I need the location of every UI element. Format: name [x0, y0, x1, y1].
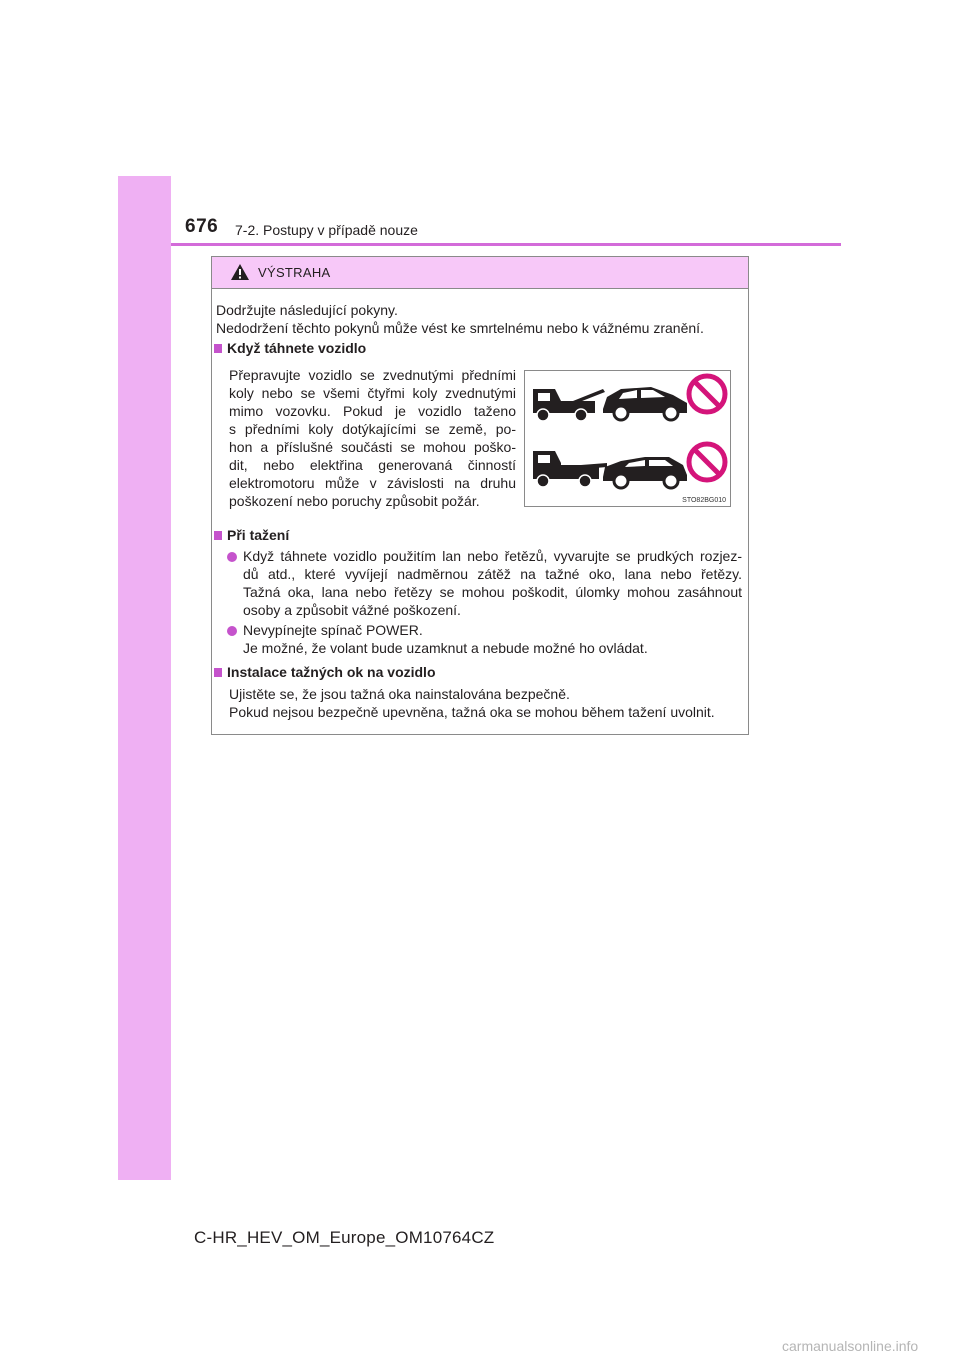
item-line: Když táhnete vozidlo použitím lan nebo řetězů, vyvarujte se prudkých rozjez- — [243, 548, 742, 564]
section-heading-tow-eyelets: Instalace tažných ok na vozidlo — [214, 664, 436, 680]
towing-illustration — [524, 370, 731, 507]
paragraph-line: poškození nebo poruchy způsobit požár. — [229, 493, 480, 509]
towed-car-icon-2 — [603, 457, 687, 488]
paragraph-line: koly nebo se všemi čtyřmi koly zvednutými — [229, 385, 516, 401]
paragraph-line: Ujistěte se, že jsou tažná oka nainstalována bezpečně. — [229, 686, 570, 702]
paragraph-line: Přepravujte vozidlo se zvednutými předními — [229, 367, 516, 383]
warning-triangle-icon — [230, 263, 250, 286]
round-bullet-icon — [227, 552, 237, 562]
round-bullet-icon — [227, 626, 237, 636]
item-line: Nevypínejte spínač POWER. — [243, 622, 423, 638]
intro-line: Dodržujte následující pokyny. — [216, 302, 398, 318]
square-bullet-icon — [214, 344, 222, 353]
section-title: 7-2. Postupy v případě nouze — [235, 222, 418, 238]
section-heading-towing: Když táhnete vozidlo — [214, 340, 366, 356]
paragraph-line: Pokud nejsou bezpečně upevněna, tažná oka se mohou během tažení uvolnit. — [229, 704, 715, 720]
warning-title: VÝSTRAHA — [258, 265, 331, 280]
item-line: dů atd., které vyvíjejí nadměrnou zátěž na tažné oko, lana nebo řetězy. — [243, 566, 742, 582]
paragraph-line: mimo vozovku. Pokud je vozidlo taženo — [229, 403, 516, 419]
prohibition-sign-icon-2 — [689, 444, 725, 480]
item-line: Tažná oka, lana nebo řetězy se mohou poškodit, úlomky mohou zasáhnout — [243, 584, 742, 600]
paragraph-line: hon a příslušné součásti se mohou poško- — [229, 439, 516, 455]
illustration-code: STO82BG010 — [682, 497, 726, 504]
page-number: 676 — [185, 216, 219, 237]
during-towing-item-2 — [243, 621, 742, 657]
paragraph-line: elektromotoru může v závislosti na druhu — [229, 475, 516, 491]
document-code: C-HR_HEV_OM_Europe_OM10764CZ — [194, 1228, 495, 1247]
tow-truck-icon-2 — [533, 451, 607, 487]
square-bullet-icon — [214, 531, 222, 540]
item-line: Je možné, že volant bude uzamknut a nebude možné ho ovládat. — [243, 640, 648, 656]
intro-line: Nedodržení těchto pokynů může vést ke smrtelnému nebo k vážnému zranění. — [216, 320, 704, 336]
section-heading-during-towing: Při tažení — [214, 527, 289, 543]
intro-text — [216, 301, 704, 337]
paragraph-line: s předními koly dotýkajícími se země, po- — [229, 421, 516, 437]
warning-header — [212, 257, 748, 289]
item-line: osoby a způsobit vážné poškození. — [243, 602, 461, 618]
tow-truck-icon — [533, 389, 605, 421]
paragraph-line: dit, nebo elektřina generovaná činností — [229, 457, 516, 473]
towed-car-icon — [603, 387, 687, 420]
prohibition-sign-icon — [689, 376, 725, 412]
towing-paragraph — [229, 366, 516, 510]
during-towing-item-1 — [243, 547, 742, 619]
header-rule — [171, 243, 841, 246]
tow-eyelets-paragraph — [229, 685, 744, 721]
square-bullet-icon — [214, 668, 222, 677]
towing-diagram — [525, 371, 730, 506]
watermark: carmanualsonline.info — [782, 1338, 919, 1354]
side-band — [118, 176, 171, 1180]
